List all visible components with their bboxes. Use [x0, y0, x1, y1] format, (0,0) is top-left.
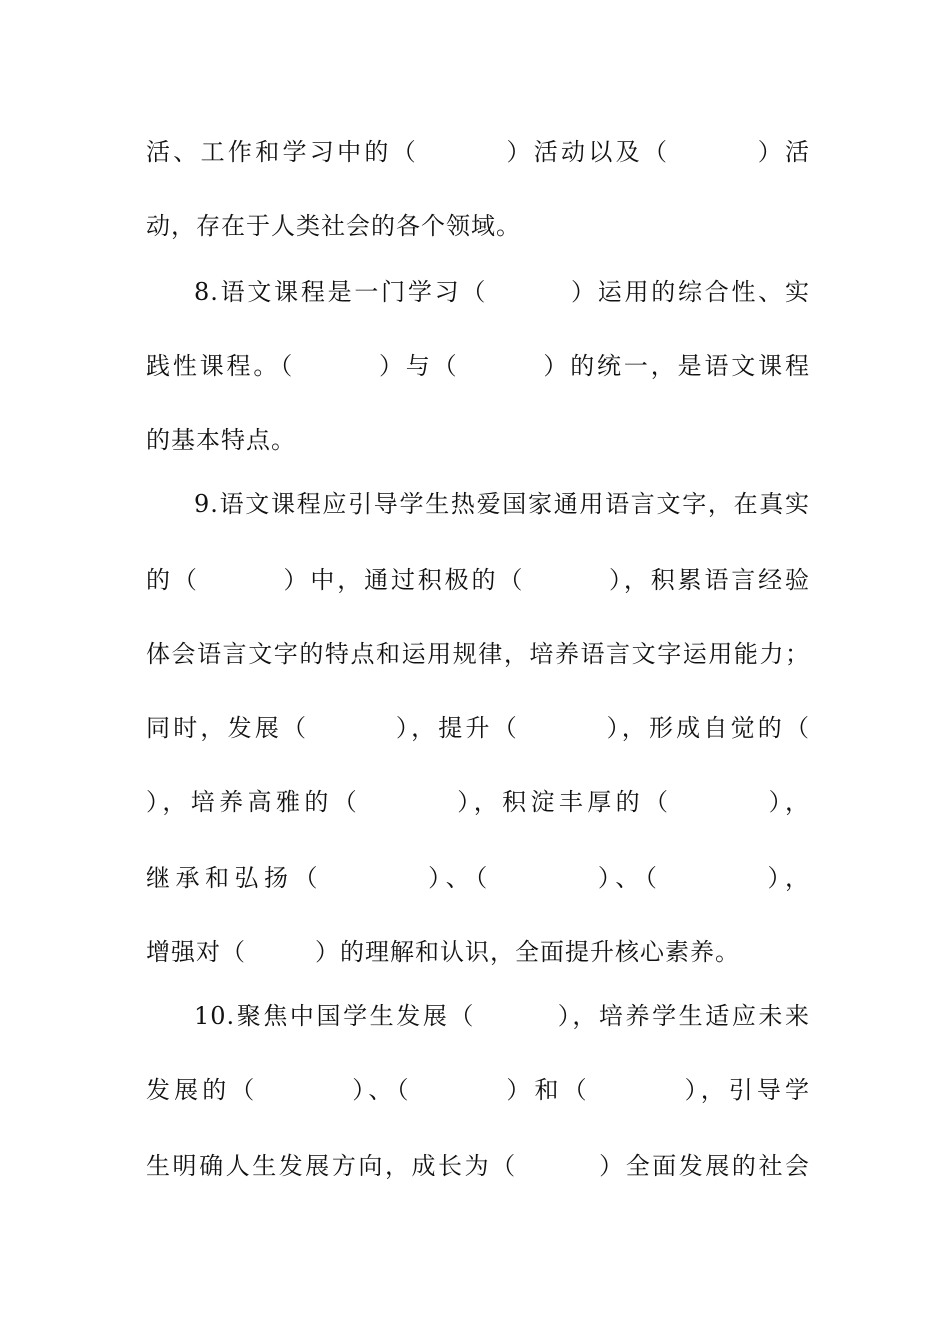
question-8-line-1: 8.语文课程是一门学习（ ）运用的综合性、实: [194, 278, 810, 306]
question-9-line-1: 9.语文课程应引导学生热爱国家通用语言文字，在真实: [194, 490, 810, 518]
question-10-line-3: 生明确人生发展方向，成长为（ ）全面发展的社会: [146, 1152, 810, 1180]
text-line-2: 动，存在于人类社会的各个领域。: [146, 212, 521, 240]
question-9-line-3: 体会语言文字的特点和运用规律，培养语言文字运用能力；: [146, 640, 810, 668]
question-8-line-2: 践性课程。（ ）与（ ）的统一，是语文课程: [146, 352, 810, 380]
question-10-line-2: 发展的（ ）、（ ）和（ ），引导学: [146, 1076, 810, 1104]
question-9-line-7: 增强对（ ）的理解和认识，全面提升核心素养。: [146, 938, 741, 966]
question-9-line-5: ），培养高雅的（ ），积淀丰厚的（ ），: [146, 788, 810, 816]
question-9-line-4: 同时，发展（ ），提升（ ），形成自觉的（: [146, 714, 810, 742]
question-9-line-2: 的（ ）中，通过积极的（ ），积累语言经验: [146, 566, 810, 594]
question-10-line-1: 10.聚焦中国学生发展（ ），培养学生适应未来: [194, 1002, 810, 1030]
question-8-line-3: 的基本特点。: [146, 426, 296, 454]
text-line-1: 活、工作和学习中的（ ）活动以及（ ）活: [146, 138, 810, 166]
question-9-line-6: 继承和弘扬（ ）、（ ）、（ ），: [146, 864, 810, 892]
